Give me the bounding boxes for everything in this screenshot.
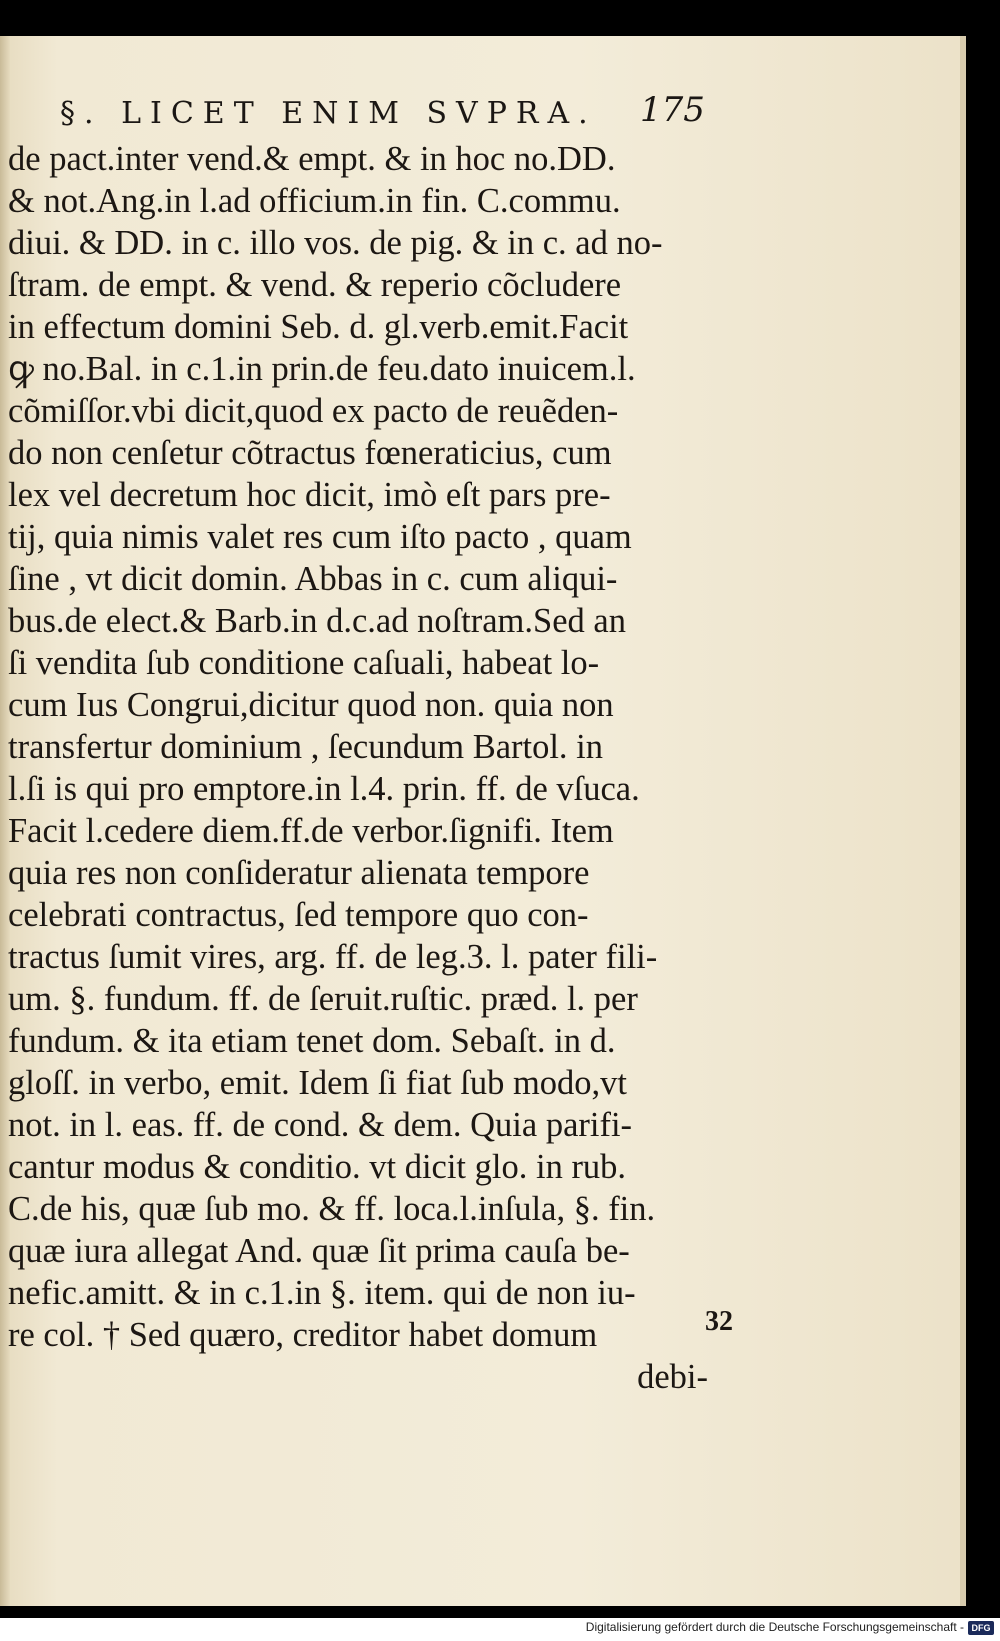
text-line: C.de his, quæ ſub mo. & ff. loca.l.inſula, §. fin. — [8, 1190, 656, 1228]
text-line: fundum. & ita etiam tenet dom. Sebaſt. in d. — [8, 1022, 616, 1060]
text-line: lex vel decretum hoc dicit, imò eſt pars pre- — [8, 476, 611, 514]
text-line: l.ſi is qui pro emptore.in l.4. prin. ff. de vſuca. — [8, 770, 640, 808]
text-line: Facit l.cedere diem.ff.de verbor.ſignifi. Item — [8, 812, 614, 850]
text-line: gloſſ. in verbo, emit. Idem ſi fiat ſub modo,vt — [8, 1064, 627, 1102]
text-line: nefic.amitt. & in c.1.in §. item. qui de non iu- — [8, 1274, 636, 1312]
catchword: debi- — [637, 1358, 708, 1396]
dfg-logo: DFG — [968, 1621, 994, 1635]
text-line: quia res non conſideratur alienata tempore — [8, 854, 590, 892]
page-number: 175 — [640, 90, 705, 130]
marginal-number: 32 — [705, 1306, 733, 1337]
text-line: de pact.inter vend.& empt. & in hoc no.DD. — [8, 140, 616, 178]
text-line: cantur modus & conditio. vt dicit glo. in rub. — [8, 1148, 627, 1186]
text-line: diui. & DD. in c. illo vos. de pig. & in c. ad no- — [8, 224, 663, 262]
text-line: um. §. fundum. ff. de ſeruit.ruſtic. præd. l. per — [8, 980, 638, 1018]
text-line: cõmiſſor.vbi dicit,quod ex pacto de reuẽden- — [8, 392, 619, 430]
running-header — [0, 90, 710, 140]
text-line: re col. † Sed quæro, creditor habet domum — [8, 1316, 598, 1354]
footer-bar — [0, 1618, 1000, 1641]
text-line: cum Ius Congrui,dicitur quod non. quia non — [8, 686, 614, 724]
text-line: bus.de elect.& Barb.in d.c.ad noſtram.Sed an — [8, 602, 626, 640]
text-line: ſi vendita ſub conditione caſuali, habeat lo- — [8, 644, 600, 682]
body-text — [8, 138, 708, 1398]
text-line: transfertur dominium , ſecundum Bartol. in — [8, 728, 604, 766]
text-line: ſtram. de empt. & vend. & reperio cõcludere — [8, 266, 622, 304]
footer-credit: Digitalisierung gefördert durch die Deutsche Forschungsgemeinschaft - — [585, 1620, 964, 1634]
text-line: ſine , vt dicit domin. Abbas in c. cum aliqui- — [8, 560, 618, 598]
text-line: tij, quia nimis valet res cum iſto pacto , quam — [8, 518, 632, 556]
text-line: ꝙ no.Bal. in c.1.in prin.de feu.dato inuicem.l. — [8, 350, 636, 388]
text-line: quæ iura allegat And. quæ ſit prima cauſa be- — [8, 1232, 630, 1270]
text-line: in effectum domini Seb. d. gl.verb.emit.Facit — [8, 308, 629, 346]
text-line: not. in l. eas. ff. de cond. & dem. Quia parifi- — [8, 1106, 633, 1144]
running-title: §. LICET ENIM SVPRA. — [60, 96, 597, 131]
text-line: tractus ſumit vires, arg. ff. de leg.3. l. pater fili- — [8, 938, 658, 976]
text-line: do non cenſetur cõtractus fœneraticius, cum — [8, 434, 612, 472]
text-line: celebrati contractus, ſed tempore quo con- — [8, 896, 589, 934]
text-line: & not.Ang.in l.ad officium.in fin. C.commu. — [8, 182, 621, 220]
